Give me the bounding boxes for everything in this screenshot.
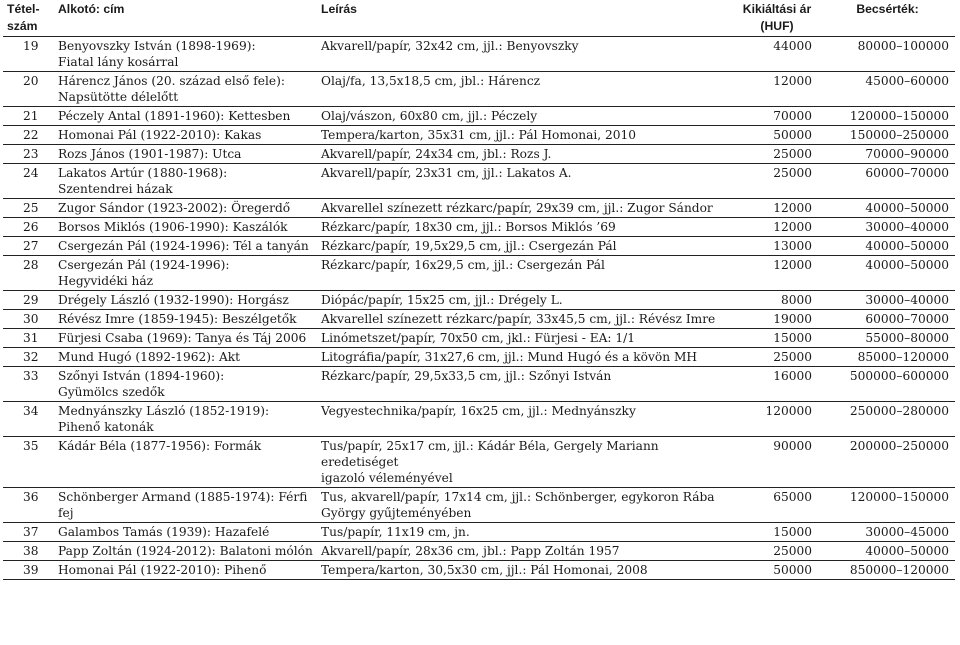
description: Akvarell/papír, 28x36 cm, jbl.: Papp Zoltán 1957 [318,542,734,561]
estimate: 55000–80000 [820,329,955,348]
estimate: 40000–50000 [820,542,955,561]
starting-price: 19000 [734,310,820,329]
table-row [3,256,955,291]
starting-price: 25000 [734,542,820,561]
lot-number: 36 [3,488,55,523]
artist-title: Borsos Miklós (1906-1990): Kaszálók [55,218,318,237]
lot-number: 38 [3,542,55,561]
lot-number: 34 [3,402,55,437]
starting-price: 12000 [734,256,820,291]
estimate: 70000–90000 [820,145,955,164]
lot-number: 23 [3,145,55,164]
starting-price: 25000 [734,164,820,199]
artist-title: Péczely Antal (1891-1960): Kettesben [55,107,318,126]
starting-price: 50000 [734,561,820,580]
table-row [3,199,955,218]
description: Rézkarc/papír, 18x30 cm, jjl.: Borsos Miklós ’69 [318,218,734,237]
lot-number: 32 [3,348,55,367]
starting-price: 12000 [734,72,820,107]
description: Akvarell/papír, 24x34 cm, jbl.: Rozs J. [318,145,734,164]
starting-price: 13000 [734,237,820,256]
description: Rézkarc/papír, 19,5x29,5 cm, jjl.: Csergezán Pál [318,237,734,256]
estimate: 45000–60000 [820,72,955,107]
artist-title: Benyovszky István (1898-1969): Fiatal lány kosárral [55,37,318,72]
starting-price: 44000 [734,37,820,72]
header-description: Leírás [318,0,734,37]
artist-title: Homonai Pál (1922-2010): Pihenő [55,561,318,580]
estimate: 80000–100000 [820,37,955,72]
description: Litográfia/papír, 31x27,6 cm, jjl.: Mund Hugó és a kövön MH [318,348,734,367]
artist-title: Zugor Sándor (1923-2002): Öregerdő [55,199,318,218]
lot-number: 39 [3,561,55,580]
estimate: 30000–40000 [820,218,955,237]
estimate: 150000–250000 [820,126,955,145]
lot-number: 20 [3,72,55,107]
table-row [3,126,955,145]
artist-title: Galambos Tamás (1939): Hazafelé [55,523,318,542]
header-lot-number: Tétel- szám [3,0,55,37]
table-row [3,310,955,329]
description: Linómetszet/papír, 70x50 cm, jkl.: Fürjesi - EA: 1/1 [318,329,734,348]
estimate: 40000–50000 [820,199,955,218]
auction-lots-table [3,0,955,580]
estimate: 500000–600000 [820,367,955,402]
lot-number: 31 [3,329,55,348]
lot-number: 28 [3,256,55,291]
lot-number: 24 [3,164,55,199]
starting-price: 25000 [734,348,820,367]
description: Tus/papír, 25x17 cm, jjl.: Kádár Béla, Gergely Mariann eredetiséget igazoló véleményével [318,437,734,488]
estimate: 60000–70000 [820,310,955,329]
table-row [3,437,955,488]
starting-price: 12000 [734,199,820,218]
table-row [3,145,955,164]
header-estimate: Becsérték: [820,0,955,37]
starting-price: 8000 [734,291,820,310]
lot-number: 35 [3,437,55,488]
lot-number: 26 [3,218,55,237]
estimate: 40000–50000 [820,256,955,291]
table-row [3,367,955,402]
lot-number: 25 [3,199,55,218]
description: Olaj/fa, 13,5x18,5 cm, jbl.: Hárencz [318,72,734,107]
artist-title: Csergezán Pál (1924-1996): Hegyvidéki ház [55,256,318,291]
artist-title: Mund Hugó (1892-1962): Akt [55,348,318,367]
estimate: 40000–50000 [820,237,955,256]
artist-title: Révész Imre (1859-1945): Beszélgetők [55,310,318,329]
lot-number: 21 [3,107,55,126]
starting-price: 15000 [734,523,820,542]
artist-title: Homonai Pál (1922-2010): Kakas [55,126,318,145]
lot-number: 27 [3,237,55,256]
table-row [3,542,955,561]
table-row [3,402,955,437]
estimate: 85000–120000 [820,348,955,367]
estimate: 120000–150000 [820,107,955,126]
starting-price: 90000 [734,437,820,488]
starting-price: 70000 [734,107,820,126]
table-row [3,107,955,126]
table-row [3,348,955,367]
table-row [3,329,955,348]
table-row [3,164,955,199]
artist-title: Lakatos Artúr (1880-1968): Szentendrei házak [55,164,318,199]
table-header-row [3,0,955,37]
starting-price: 120000 [734,402,820,437]
artist-title: Rozs János (1901-1987): Utca [55,145,318,164]
description: Tempera/karton, 35x31 cm, jjl.: Pál Homonai, 2010 [318,126,734,145]
table-row [3,561,955,580]
description: Tus/papír, 11x19 cm, jn. [318,523,734,542]
estimate: 30000–45000 [820,523,955,542]
estimate: 200000–250000 [820,437,955,488]
description: Vegyestechnika/papír, 16x25 cm, jjl.: Mednyánszky [318,402,734,437]
starting-price: 50000 [734,126,820,145]
lot-number: 19 [3,37,55,72]
description: Diópác/papír, 15x25 cm, jjl.: Drégely L. [318,291,734,310]
description: Tus, akvarell/papír, 17x14 cm, jjl.: Schönberger, egykoron Rába György gyűjteményében [318,488,734,523]
table-row [3,237,955,256]
header-starting-price: Kikiáltási ár (HUF) [734,0,820,37]
artist-title: Mednyánszky László (1852-1919): Pihenő katonák [55,402,318,437]
lot-number: 22 [3,126,55,145]
artist-title: Fürjesi Csaba (1969): Tanya és Táj 2006 [55,329,318,348]
description: Olaj/vászon, 60x80 cm, jjl.: Péczely [318,107,734,126]
lot-number: 37 [3,523,55,542]
starting-price: 25000 [734,145,820,164]
lot-number: 29 [3,291,55,310]
table-row [3,218,955,237]
estimate: 60000–70000 [820,164,955,199]
artist-title: Hárencz János (20. század első fele): Napsütötte délelőtt [55,72,318,107]
table-row [3,523,955,542]
description: Rézkarc/papír, 29,5x33,5 cm, jjl.: Szőnyi István [318,367,734,402]
estimate: 30000–40000 [820,291,955,310]
artist-title: Csergezán Pál (1924-1996): Tél a tanyán [55,237,318,256]
lot-number: 30 [3,310,55,329]
description: Akvarell/papír, 23x31 cm, jjl.: Lakatos A. [318,164,734,199]
table-row [3,488,955,523]
description: Rézkarc/papír, 16x29,5 cm, jjl.: Csergezán Pál [318,256,734,291]
starting-price: 65000 [734,488,820,523]
starting-price: 12000 [734,218,820,237]
starting-price: 15000 [734,329,820,348]
artist-title: Kádár Béla (1877-1956): Formák [55,437,318,488]
artist-title: Drégely László (1932-1990): Horgász [55,291,318,310]
estimate: 250000–280000 [820,402,955,437]
estimate: 850000–120000 [820,561,955,580]
description: Tempera/karton, 30,5x30 cm, jjl.: Pál Homonai, 2008 [318,561,734,580]
artist-title: Szőnyi István (1894-1960): Gyümölcs szedők [55,367,318,402]
table-row [3,72,955,107]
table-row [3,37,955,72]
artist-title: Papp Zoltán (1924-2012): Balatoni mólón [55,542,318,561]
starting-price: 16000 [734,367,820,402]
estimate: 120000–150000 [820,488,955,523]
header-artist-title: Alkotó: cím [55,0,318,37]
description: Akvarellel színezett rézkarc/papír, 33x45,5 cm, jjl.: Révész Imre [318,310,734,329]
description: Akvarell/papír, 32x42 cm, jjl.: Benyovszky [318,37,734,72]
lots-body [3,37,955,580]
description: Akvarellel színezett rézkarc/papír, 29x39 cm, jjl.: Zugor Sándor [318,199,734,218]
artist-title: Schönberger Armand (1885-1974): Férfi fej [55,488,318,523]
table-row [3,291,955,310]
lot-number: 33 [3,367,55,402]
